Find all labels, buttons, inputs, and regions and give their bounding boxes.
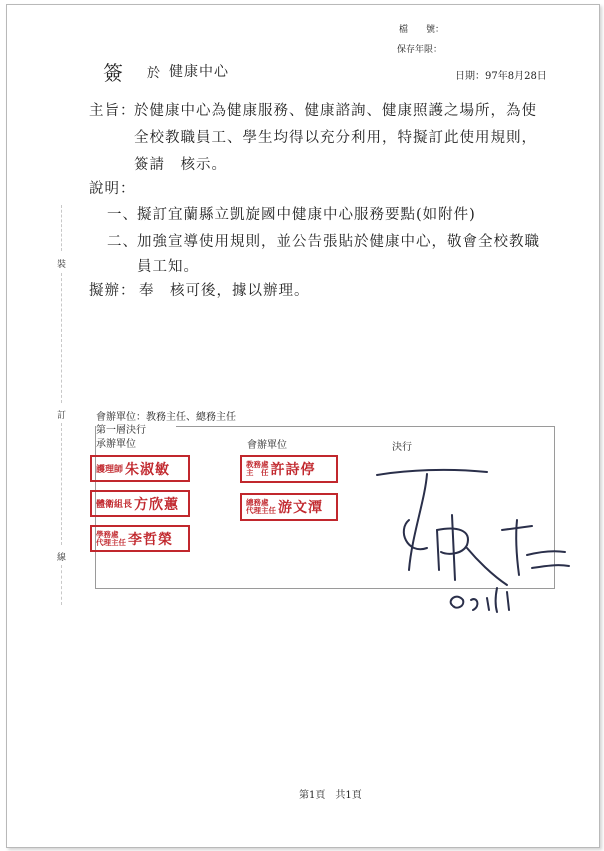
doc-type: 簽 [103,61,123,85]
binding-line [61,423,63,545]
stamp-title-top: 學務處 [96,529,119,539]
stamp-name: 朱淑敏 [125,461,171,478]
proposal-text: 奉 核可後，據以辦理。 [139,283,310,299]
binding-line [61,273,63,403]
stamp-name: 游文潭 [278,500,323,516]
binding-mark-2: 訂 [57,411,67,421]
binding-mark-1: 裝 [57,260,67,270]
stamp-name: 許詩停 [270,462,316,478]
subject-line-3: 簽請 核示。 [134,157,227,173]
table-top-border [176,426,554,427]
subject-line-2: 全校教職員工、學生均得以充分利用，特擬訂此使用規則， [134,130,537,146]
stamp-student-affairs [90,525,190,552]
header-cosign-unit: 會辦單位 [247,440,287,451]
binding-line [61,205,63,251]
document-date: 日期：97年8月28日 [455,71,547,82]
cosign-units: 會辦單位：教務主任、總務主任 [96,412,236,423]
explanation-label: 說明： [89,181,136,197]
handwritten-signature [367,460,577,620]
header-handling-unit: 承辦單位 [96,439,136,450]
stamp-title-top: 總務處 [246,498,269,507]
to-word: 於 [147,66,161,81]
binding-line [61,565,63,605]
item-1-number: 一、 [107,207,138,223]
binding-mark-3: 線 [57,553,67,563]
file-number-label: 檔 號： [399,25,445,35]
stamp-title-bottom: 主 任 [246,468,269,477]
item-2-number: 二、 [107,234,138,250]
stamp-title-bottom: 代理主任 [246,506,276,515]
retention-period-label: 保存年限： [397,45,443,55]
stamp-title: 護理師 [96,465,124,475]
stamp-name: 李哲榮 [128,531,173,548]
item-1-text: 擬訂宜蘭縣立凱旋國中健康中心服務要點(如附件) [137,207,476,223]
decision-level: 第一層決行 [96,425,146,436]
item-2-text-line-1: 加強宣導使用規則，並公告張貼於健康中心，敬會全校教職 [137,234,540,250]
page-number: 第1頁 共1頁 [299,790,362,801]
stamp-name: 方欣蕙 [134,496,180,513]
header-decision: 決行 [392,442,412,453]
stamp-health-section-chief [90,490,190,517]
recipient-unit: 健康中心 [169,64,229,80]
stamp-nurse [90,455,190,482]
subject-line-1: 於健康中心為健康服務、健康諮詢、健康照護之場所，為使 [134,103,537,119]
subject-label: 主旨： [89,103,136,119]
stamp-academic-affairs [240,455,338,483]
stamp-title-top: 教務處 [246,460,269,469]
proposal-label: 擬辦： [89,283,136,299]
stamp-title-bottom: 代理主任 [96,537,126,547]
stamp-general-affairs [240,493,338,521]
stamp-title: 體衛組長 [96,500,133,510]
document-page [6,4,600,848]
item-2-text-line-2: 員工知。 [137,259,199,275]
